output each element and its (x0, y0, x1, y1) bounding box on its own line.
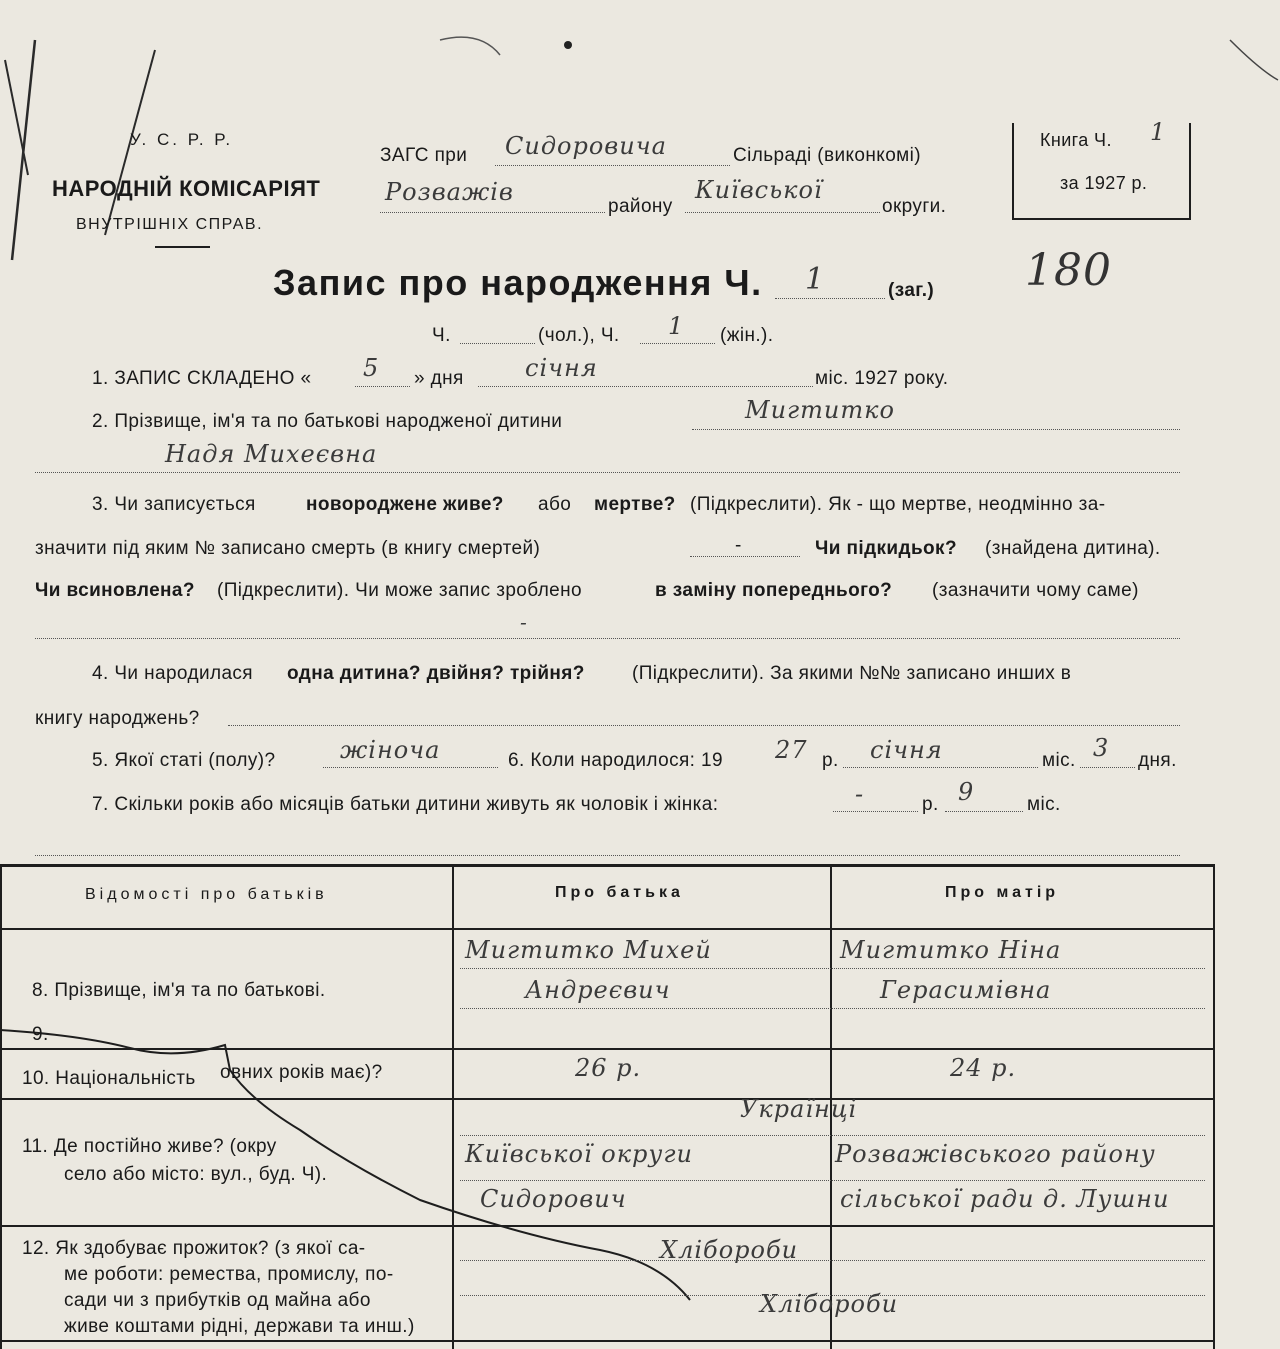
item7-label: 7. Скільки років або місяців батьки дитини живуть як чоловік і жінка: (92, 794, 719, 815)
table-bottom-border (0, 1340, 1215, 1342)
table-header-divider (0, 928, 1215, 930)
row8-dotted-2 (460, 1008, 1205, 1009)
item3-line2-dash: - (735, 535, 742, 556)
item3-line3-a: Чи всиновлена? (35, 580, 195, 601)
item4-line1-c: (Підкреслити). За якими №№ записано инших в (632, 663, 1072, 684)
item7-months-handwritten: 9 (958, 778, 975, 806)
item3-line3-b: (Підкреслити). Чи може запис зроблено (217, 580, 583, 601)
row10-mother-age-handwritten: 24 р. (950, 1054, 1017, 1082)
republic-label: У. С. Р. Р. (130, 130, 234, 149)
item3-line1-a: 3. Чи записується (92, 494, 256, 515)
row11-mother-council-handwritten: сільської ради д. Лушни (840, 1185, 1170, 1213)
table-left-border (0, 864, 2, 1349)
item3-death-line (690, 556, 800, 557)
district-field-line (380, 212, 605, 213)
item5-line (323, 767, 498, 768)
item5-handwritten: жіноча (340, 736, 441, 764)
district-label: району (608, 196, 673, 217)
row8-mother-patronymic-handwritten: Герасимівна (880, 976, 1052, 1004)
item6-day-line (1080, 767, 1135, 768)
row11-father-village-handwritten: Сидорович (480, 1185, 627, 1213)
item7-extra-line (35, 855, 1180, 856)
table-col-divider-1 (452, 864, 454, 1349)
item3-reason-line (35, 638, 1180, 639)
row10-father-age-handwritten: 26 р. (575, 1054, 642, 1082)
row8-father-surname-handwritten: Мигтитко Михей (465, 936, 712, 964)
record-suffix: (заг.) (888, 280, 935, 301)
row11-label-2: село або місто: вул., буд. Ч). (64, 1164, 328, 1185)
item7-mis: міс. (1027, 794, 1061, 815)
row8-father-patronymic-handwritten: Андреєвич (525, 976, 671, 1004)
item3-line2-b: Чи підкидьок? (815, 538, 957, 559)
item7-months-line (945, 811, 1023, 812)
item7-years-line (833, 811, 918, 812)
margin-number-handwritten: 180 (1025, 245, 1112, 296)
book-number-handwritten: 1 (1150, 118, 1167, 146)
sub-ch-label: Ч. (432, 325, 451, 346)
col-mother-header: Про матір (945, 884, 1060, 901)
row8-dotted-1 (460, 968, 1205, 969)
row12-label-1: 12. Як здобуває прожиток? (з якої са- (22, 1238, 366, 1259)
item3-line3-c: в заміну попереднього? (655, 580, 893, 601)
item4-line1-b: одна дитина? двійня? трійня? (287, 663, 585, 684)
item1-month-line (478, 386, 813, 387)
row12-label-4: живе коштами рідні, держави та инш.) (64, 1316, 415, 1337)
item7-years-handwritten: - (855, 780, 865, 808)
nationality-handwritten: Українці (740, 1095, 858, 1123)
record-number-line (775, 298, 885, 299)
item7-r: р. (922, 794, 939, 815)
item3-line1-b: новороджене живе? (306, 494, 504, 515)
row11-dotted-2 (460, 1180, 1205, 1181)
item1-suffix: міс. 1927 року. (815, 368, 949, 389)
row12-dotted-1 (460, 1260, 1205, 1261)
row8-label: 8. Прізвище, ім'я та по батькові. (32, 980, 326, 1001)
village-field-line (495, 165, 730, 166)
table-row-divider-10 (0, 1098, 1215, 1100)
record-number-handwritten: 1 (805, 262, 826, 297)
row12-father-handwritten: Хлібороби (660, 1236, 799, 1264)
record-title: Запис про народження Ч. (273, 262, 763, 303)
col-father-header: Про батька (555, 884, 684, 901)
item6-day-handwritten: 3 (1093, 734, 1110, 762)
book-year: за 1927 р. (1060, 173, 1148, 193)
zags-prefix: ЗАГС при (380, 145, 468, 166)
row11-mother-district-handwritten: Розважівського району (835, 1140, 1156, 1168)
header-divider (155, 246, 210, 248)
department-label: ВНУТРІШНІХ СПРАВ. (76, 216, 264, 233)
item3-line1-e: (Підкреслити). Як - що мертве, неодмінно за- (690, 494, 1106, 515)
item4-line2: книгу народжень? (35, 708, 200, 729)
item2-name-line (35, 472, 1180, 473)
village-name-handwritten: Сидоровича (505, 132, 667, 160)
item3-line1-c: або (538, 494, 572, 515)
row12-label-2: ме роботи: ремества, промислу, по- (64, 1264, 394, 1285)
table-top-border (0, 864, 1215, 867)
row9-label: 9. (32, 1024, 49, 1045)
table-row-divider-12 (0, 1225, 1215, 1227)
item2-surname-handwritten: Мигтитко (745, 396, 895, 424)
item6-year-handwritten: 27 (775, 736, 808, 764)
item6-dnia: дня. (1138, 750, 1177, 771)
item1-day-line (355, 386, 410, 387)
district-name-handwritten: Розважів (385, 178, 514, 206)
item1-month-handwritten: січня (525, 354, 598, 382)
item3-line2-c: (знайдена дитина). (985, 538, 1161, 559)
item3-line3-d: (зазначити чому саме) (932, 580, 1139, 601)
row8-mother-surname-handwritten: Мигтитко Ніна (840, 936, 1062, 964)
item6-mis: міс. (1042, 750, 1076, 771)
council-label: Сільраді (виконкомі) (733, 145, 921, 166)
row10-label-a: 10. Національність (22, 1068, 196, 1089)
row11-dotted-1 (460, 1135, 1205, 1136)
item3-line2-a: значити під яким № записано смерть (в книгу смертей) (35, 538, 541, 559)
commissariat-title: НАРОДНІЙ КОМІСАРІЯТ (52, 176, 321, 201)
item6-month-line (843, 767, 1038, 768)
item3-line4-handwritten: - (520, 610, 528, 634)
item3-line1-d: мертве? (594, 494, 676, 515)
row11-father-okrug-handwritten: Київської округи (465, 1140, 693, 1168)
row11-label-1: 11. Де постійно живе? (окру (22, 1136, 277, 1157)
book-label: Книга Ч. (1040, 130, 1112, 150)
male-count-line (460, 343, 535, 344)
item2-label: 2. Прізвище, ім'я та по батькові народженої дитини (92, 411, 563, 432)
item4-line1-a: 4. Чи народилася (92, 663, 253, 684)
female-count-handwritten: 1 (668, 312, 685, 340)
item2-name-handwritten: Надя Михеєвна (165, 440, 378, 468)
item5-label: 5. Якої статі (полу)? (92, 750, 276, 771)
item2-surname-line (692, 429, 1180, 430)
sub-female-label: (жін.). (720, 325, 774, 346)
female-count-line (640, 343, 715, 344)
table-right-border (1213, 864, 1215, 1349)
col-info-header: Відомості про батьків (85, 886, 328, 903)
row12-label-3: сади чи з прибутків од майна або (64, 1290, 371, 1311)
item6-r: р. (822, 750, 839, 771)
sub-male-label: (чол.), Ч. (538, 325, 620, 346)
item6-month-handwritten: січня (870, 736, 943, 764)
okrug-field-line (685, 212, 880, 213)
item6-label: 6. Коли народилося: 19 (508, 750, 723, 771)
row10-label-b: овних років має)? (220, 1062, 383, 1083)
okrug-name-handwritten: Київської (695, 176, 823, 204)
okrug-label: округи. (882, 196, 947, 217)
item1-day-handwritten: 5 (363, 354, 380, 382)
item1-mid: » дня (414, 368, 464, 389)
item1-prefix: 1. ЗАПИС СКЛАДЕНО « (92, 368, 312, 389)
table-row-divider-9 (0, 1048, 1215, 1050)
item4-numbers-line (228, 725, 1180, 726)
row12-mother-handwritten: Хлібороби (760, 1290, 899, 1318)
